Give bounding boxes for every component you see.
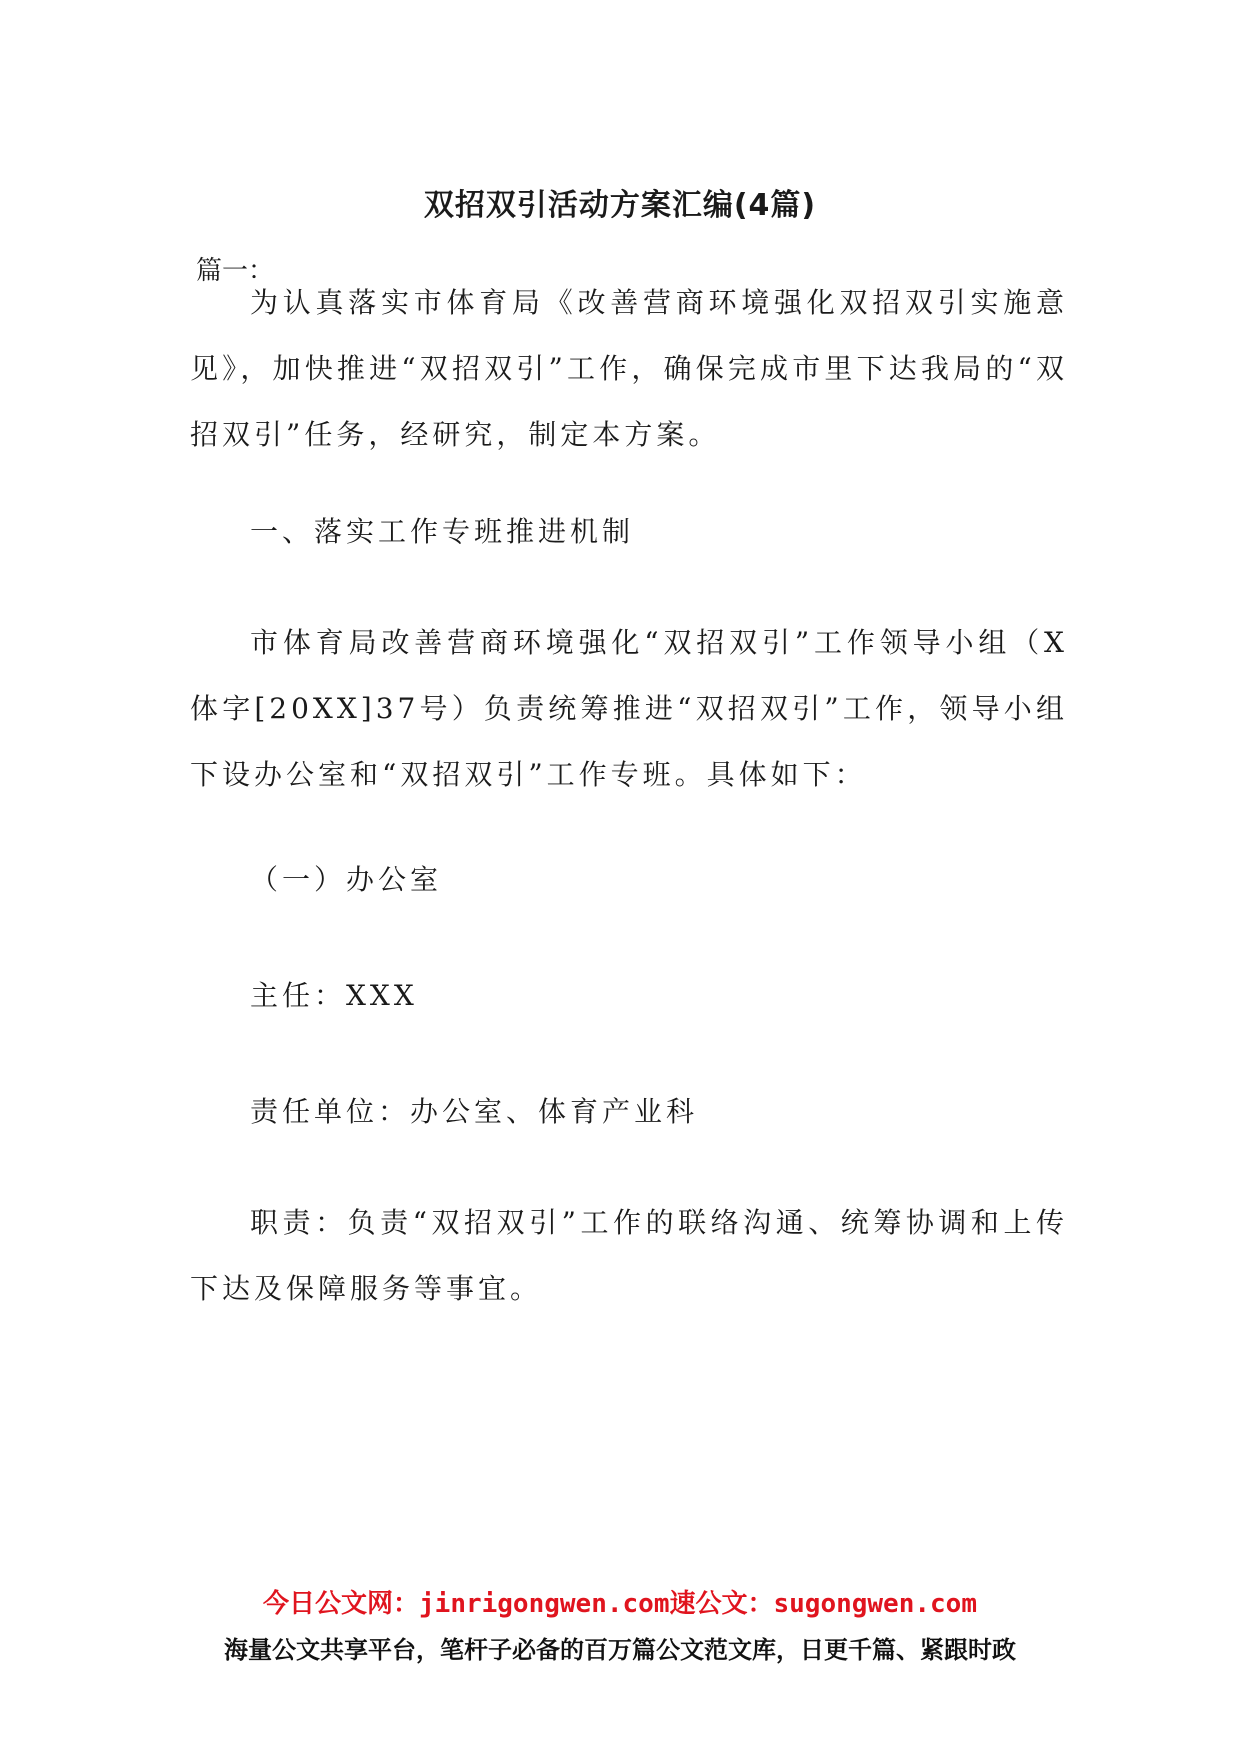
- footer-site2-url[interactable]: sugongwen.com: [773, 1589, 977, 1619]
- director-line: 主任：XXX: [250, 979, 418, 1012]
- subheading-office: （一）办公室: [250, 863, 443, 896]
- footer-sites: [0, 1583, 1240, 1620]
- section-label: 篇一：: [196, 256, 275, 286]
- heading-one: 一、落实工作专班推进机制: [250, 515, 635, 548]
- body-paragraph: 市体育局改善营商环境强化“双招双引”工作领导小组（X体字[20XX]37号）负责统筹推进“双招双引”工作，领导小组下设办公室和“双招双引”工作专班。具体如下：: [190, 626, 1068, 791]
- intro-paragraph: 为认真落实市体育局《改善营商环境强化双招双引实施意见》，加快推进“双招双引”工作，确保完成市里下达我局的“双招双引”任务，经研究，制定本方案。: [190, 286, 1068, 451]
- footer-slogan: 海量公文共享平台，笔杆子必备的百万篇公文范文库，日更千篇、紧跟时政: [224, 1636, 1016, 1664]
- document-title: 双招双引活动方案汇编(4篇): [423, 188, 817, 223]
- responsible-unit-line: 责任单位：办公室、体育产业科: [250, 1095, 699, 1128]
- footer-site1-url[interactable]: jinrigongwen.com: [419, 1589, 670, 1619]
- footer-site1-name: 今日公文网：: [263, 1589, 420, 1619]
- duty-paragraph: 职责：负责“双招双引”工作的联络沟通、统筹协调和上传下达及保障服务等事宜。: [190, 1206, 1068, 1305]
- footer-site2-name: 速公文：: [669, 1589, 774, 1619]
